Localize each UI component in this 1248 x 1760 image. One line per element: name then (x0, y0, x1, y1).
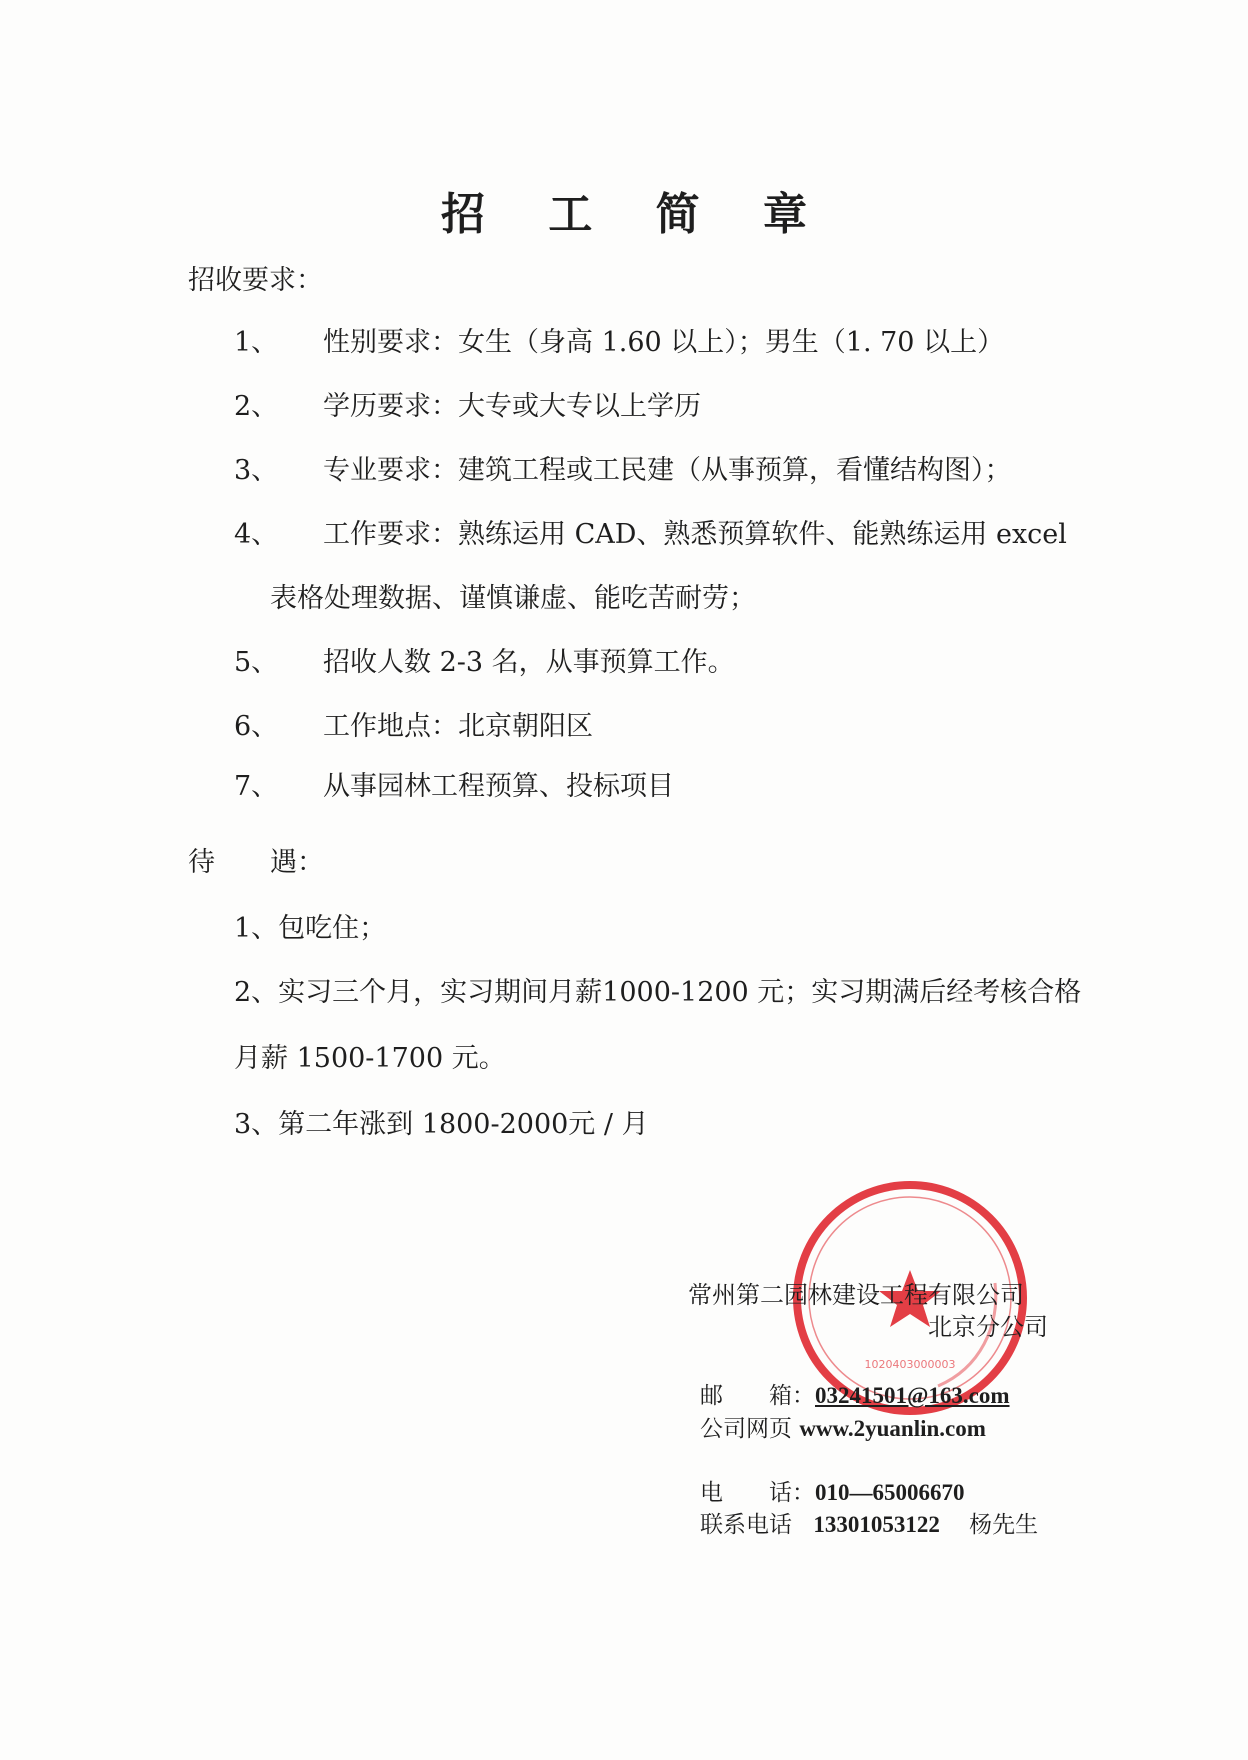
requirement-text: 性别要求：女生（身高 1.60 以上）；男生（1. 70 以上） (323, 327, 1005, 358)
requirements-heading: 招收要求： (188, 265, 323, 296)
requirement-number: 1、 (234, 327, 279, 358)
phone-label: 电 话： (700, 1480, 815, 1506)
website-row (700, 1410, 986, 1443)
benefits-heading-first: 待 (188, 847, 215, 878)
benefits-heading (188, 840, 324, 879)
contact-label: 联系电话 (700, 1512, 792, 1538)
signature-branch: 北京分公司 (928, 1313, 1048, 1341)
svg-text:1020403000003: 1020403000003 (864, 1358, 956, 1371)
benefit-item-2-continuation: 月薪 1500-1700 元。 (234, 1043, 506, 1074)
contact-row (700, 1506, 1038, 1539)
page-title: 招 工 简 章 (441, 189, 831, 240)
benefit-item-3: 3、第二年涨到 1800-2000元 / 月 (234, 1109, 649, 1140)
email-value: 03241501@163.com (815, 1383, 1010, 1408)
requirement-text: 专业要求：建筑工程或工民建（从事预算，看懂结构图）； (323, 455, 1012, 486)
benefit-item-1: 1、包吃住； (234, 913, 387, 944)
website-label: 公司网页 (700, 1416, 792, 1442)
requirement-text: 学历要求：大专或大专以上学历 (323, 391, 701, 422)
requirement-text: 工作要求：熟练运用 CAD、熟悉预算软件、能熟练运用 excel (323, 519, 1067, 550)
phone-row (700, 1474, 965, 1507)
requirement-number: 3、 (234, 455, 279, 486)
benefit-item-2: 2、实习三个月，实习期间月薪1000-1200 元；实习期满后经考核合格 (234, 977, 1082, 1008)
requirement-number: 7、 (234, 771, 279, 802)
requirement-text: 从事园林工程预算、投标项目 (323, 771, 674, 802)
requirement-number: 2、 (234, 391, 279, 422)
contact-name: 杨先生 (969, 1512, 1039, 1538)
requirement-number: 5、 (234, 647, 279, 678)
contact-phone: 13301053122 (813, 1512, 940, 1537)
phone-value: 010—65006670 (815, 1480, 965, 1505)
requirement-number: 4、 (234, 519, 279, 550)
signature-company: 常州第二园林建设工程有限公司 (688, 1281, 1024, 1309)
requirement-number: 6、 (234, 711, 279, 742)
benefits-heading-second: 遇： (270, 847, 324, 878)
website-value: www.2yuanlin.com (799, 1416, 986, 1441)
email-label: 邮 箱： (700, 1383, 815, 1409)
requirement-text: 工作地点：北京朝阳区 (323, 711, 593, 742)
requirement-4-continuation: 表格处理数据、谨慎谦虚、能吃苦耐劳； (270, 583, 756, 614)
requirement-text: 招收人数 2-3 名，从事预算工作。 (323, 647, 735, 678)
email-row (700, 1377, 1010, 1410)
